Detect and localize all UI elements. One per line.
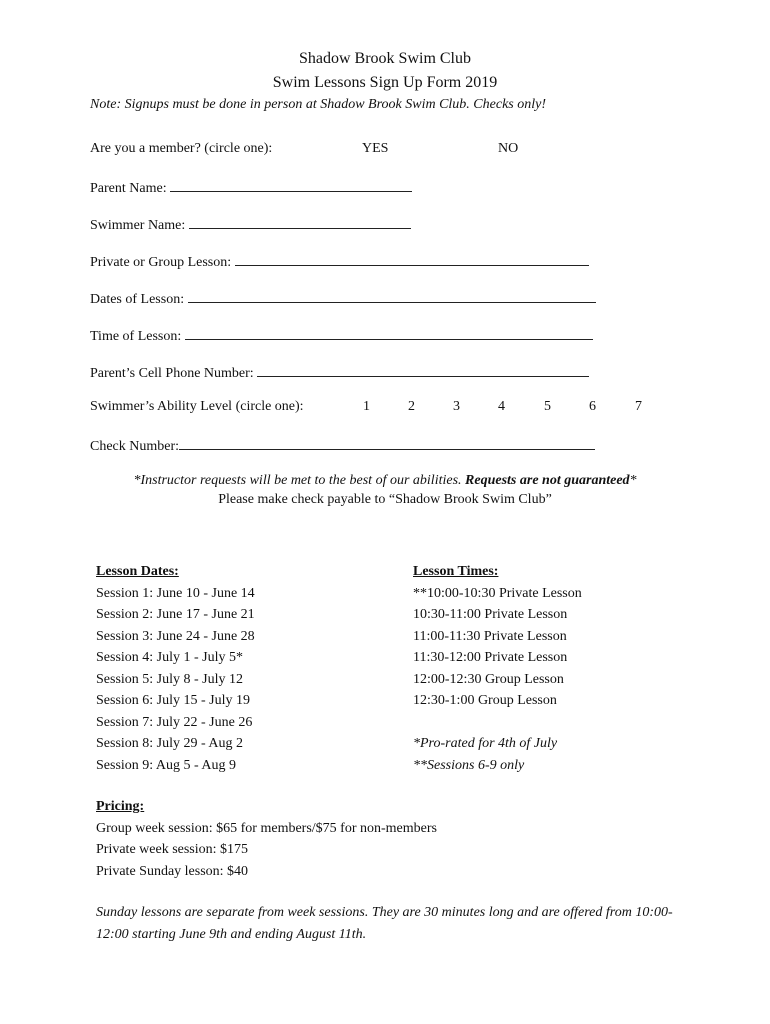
lesson-type-line[interactable] (235, 252, 589, 266)
ability-level-6[interactable]: 6 (589, 399, 596, 414)
member-question: Are you a member? (circle one): (90, 141, 273, 156)
session-item: Session 4: July 1 - July 5* (96, 650, 244, 665)
club-name: Shadow Brook Swim Club (298, 50, 471, 67)
member-yes-option[interactable]: YES (362, 141, 389, 156)
notice-star: * (629, 473, 637, 488)
spacer (413, 712, 582, 734)
lesson-times-heading: Lesson Times: (413, 564, 499, 579)
session-item: Session 1: June 10 - June 14 (96, 585, 255, 601)
prorated-footnote: *Pro-rated for 4th of July (413, 736, 558, 751)
member-no-option[interactable]: NO (498, 141, 519, 156)
pricing-heading: Pricing: (96, 799, 145, 814)
ability-level-1[interactable]: 1 (363, 399, 370, 414)
signup-note: Note: Signups must be done in person at Shadow Brook Swim Club. Checks only! (90, 97, 546, 112)
session-item: Session 2: June 17 - June 21 (96, 607, 255, 622)
price-private-week: Private week session: $175 (96, 842, 249, 857)
time-slot: 10:30-11:00 Private Lesson (413, 607, 568, 622)
ability-level-4[interactable]: 4 (498, 399, 505, 414)
instructor-notice (0, 473, 770, 489)
sessions-footnote: **Sessions 6-9 only (413, 757, 525, 773)
pricing-section (96, 796, 437, 882)
cell-phone-line[interactable] (257, 363, 589, 377)
swimmer-name-line[interactable] (189, 215, 411, 229)
lesson-time-line[interactable] (185, 326, 593, 340)
payable-note: Please make check payable to “Shadow Brook Swim Club” (218, 492, 552, 507)
lesson-times-list (413, 561, 582, 776)
time-slot: 12:30-1:00 Group Lesson (413, 693, 557, 708)
parent-name-field (90, 178, 412, 197)
form-title: Swim Lessons Sign Up Form 2019 (272, 74, 498, 91)
lesson-dates-line[interactable] (188, 289, 596, 303)
session-item: Session 7: July 22 - June 26 (96, 714, 253, 730)
ability-level-5[interactable]: 5 (544, 399, 551, 414)
lesson-time-label: Time of Lesson: (90, 329, 182, 344)
swimmer-name-label: Swimmer Name: (90, 218, 186, 233)
price-private-sunday: Private Sunday lesson: $40 (96, 863, 249, 879)
ability-level-7[interactable]: 7 (635, 399, 642, 414)
instructor-note-text: *Instructor requests will be met to the best of our abilities. (133, 473, 466, 488)
session-item: Session 6: July 15 - July 19 (96, 693, 251, 708)
cell-phone-label: Parent’s Cell Phone Number: (90, 366, 254, 381)
lesson-dates-list (96, 561, 255, 776)
session-item: Session 5: July 8 - July 12 (96, 671, 244, 687)
time-slot: 11:00-11:30 Private Lesson (413, 628, 567, 644)
lesson-dates-field (90, 289, 596, 308)
lesson-type-label: Private or Group Lesson: (90, 255, 232, 270)
lesson-type-field (90, 252, 589, 271)
ability-level-2[interactable]: 2 (408, 399, 415, 414)
session-item: Session 3: June 24 - June 28 (96, 628, 255, 644)
lesson-dates-label: Dates of Lesson: (90, 292, 185, 307)
sunday-lessons-note: Sunday lessons are separate from week sessions. They are 30 minutes long and are offered from 10:00-12:00 starting June 9th and ending August 11th. (96, 905, 673, 942)
not-guaranteed-text: Requests are not guaranteed (465, 473, 630, 488)
cell-phone-field (90, 363, 589, 382)
parent-name-label: Parent Name: (90, 181, 167, 196)
ability-question: Swimmer’s Ability Level (circle one): (90, 399, 304, 414)
swimmer-name-field (90, 215, 411, 234)
check-number-label: Check Number: (90, 439, 180, 454)
time-slot: **10:00-10:30 Private Lesson (413, 585, 582, 601)
ability-level-3[interactable]: 3 (453, 399, 460, 414)
parent-name-line[interactable] (170, 178, 412, 192)
lesson-dates-heading: Lesson Dates: (96, 564, 179, 579)
check-number-field (90, 436, 595, 455)
time-slot: 11:30-12:00 Private Lesson (413, 650, 568, 665)
session-item: Session 8: July 29 - Aug 2 (96, 736, 244, 751)
lesson-time-field (90, 326, 593, 345)
price-group: Group week session: $65 for members/$75 for non-members (96, 820, 437, 836)
session-item: Session 9: Aug 5 - Aug 9 (96, 757, 237, 773)
time-slot: 12:00-12:30 Group Lesson (413, 671, 564, 687)
check-number-line[interactable] (179, 436, 595, 450)
